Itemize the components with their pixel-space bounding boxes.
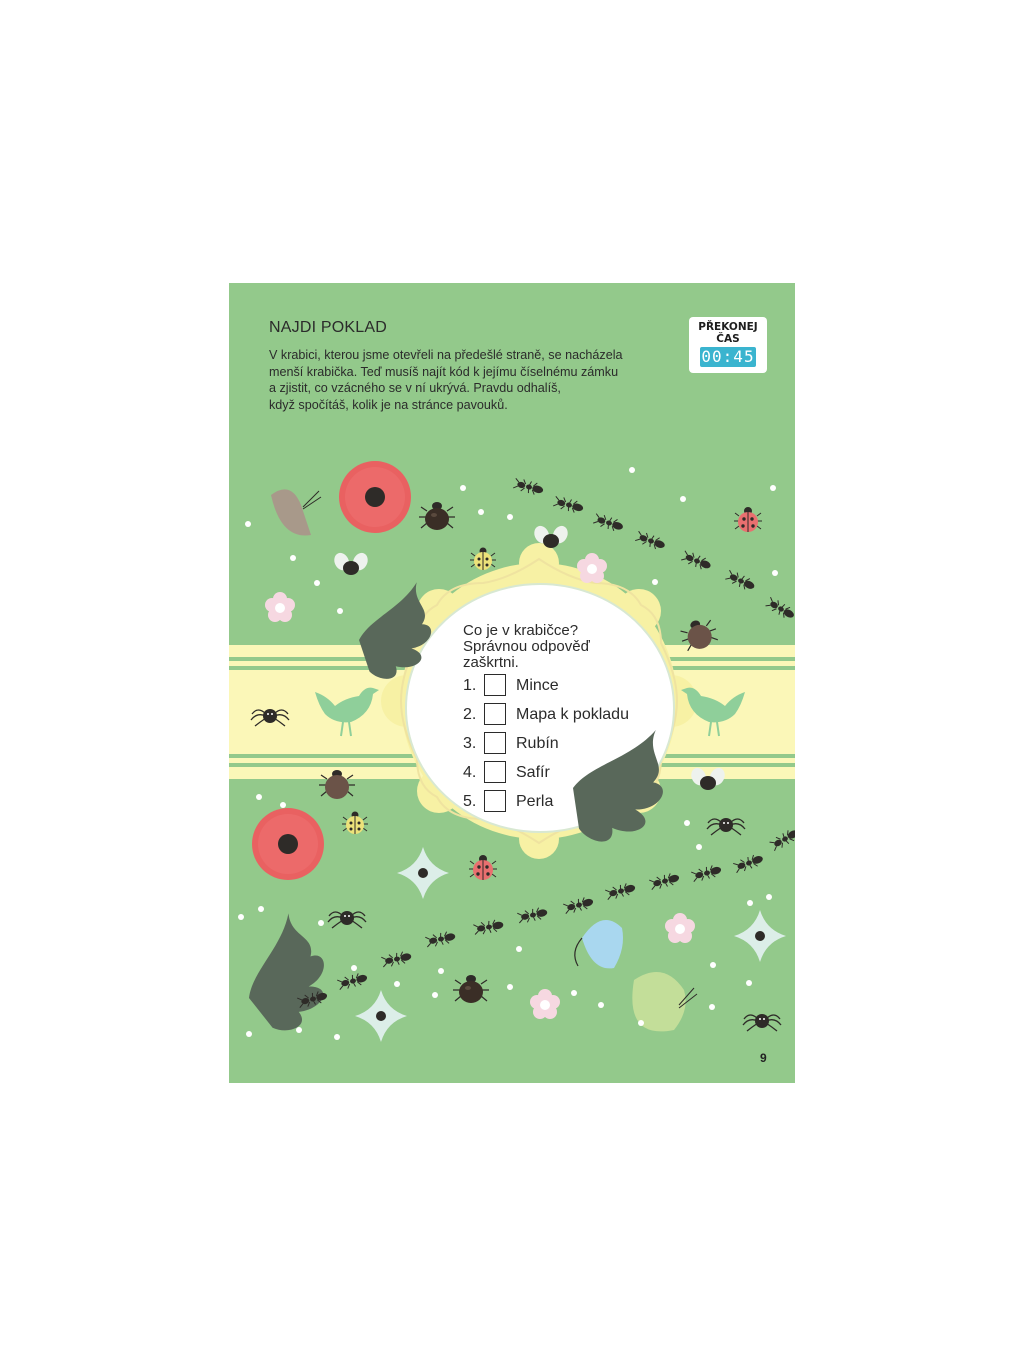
option-label: Perla [516, 793, 554, 810]
label-frame [381, 543, 697, 859]
intro-line: když spočítáš, kolik je na stránce pavouků. [269, 397, 508, 412]
page-title: NAJDI POKLAD [269, 319, 387, 336]
question-line: Správnou odpověď [463, 638, 590, 655]
intro-line: a zjistit, co vzácného se v ní ukrývá. Pravdu odhalíš, [269, 381, 561, 395]
question-text [463, 623, 623, 671]
worksheet-page [229, 283, 795, 1083]
timer-label [689, 321, 767, 345]
option-checkbox[interactable] [484, 732, 506, 754]
timer-label-line2: ČAS [716, 333, 740, 345]
option-number: 4. [463, 764, 477, 781]
question-line: zaškrtni. [463, 654, 519, 671]
timer-badge [689, 317, 767, 373]
timer-label-line1: PŘEKONEJ [698, 321, 758, 333]
option-label: Mince [516, 677, 559, 694]
option-checkbox[interactable] [484, 761, 506, 783]
timer-display: 00:45 [701, 347, 755, 366]
option-number: 1. [463, 677, 477, 694]
option-checkbox[interactable] [484, 790, 506, 812]
intro-line: V krabici, kterou jsme otevřeli na předešlé straně, se nacházela [269, 348, 623, 362]
option-number: 3. [463, 735, 477, 752]
option-label: Mapa k pokladu [516, 706, 629, 723]
option-number: 5. [463, 793, 477, 810]
intro-text [269, 347, 669, 413]
butterfly-icon [575, 920, 623, 968]
option-label: Rubín [516, 735, 559, 752]
option-checkbox[interactable] [484, 674, 506, 696]
option-number: 2. [463, 706, 477, 723]
option-label: Safír [516, 764, 550, 781]
question-line: Co je v krabičce? [463, 622, 579, 639]
intro-line: menší krabička. Teď musíš najít kód k jejímu číselnému zámku [269, 364, 619, 379]
option-checkbox[interactable] [484, 703, 506, 725]
page-number: 9 [760, 1051, 767, 1065]
